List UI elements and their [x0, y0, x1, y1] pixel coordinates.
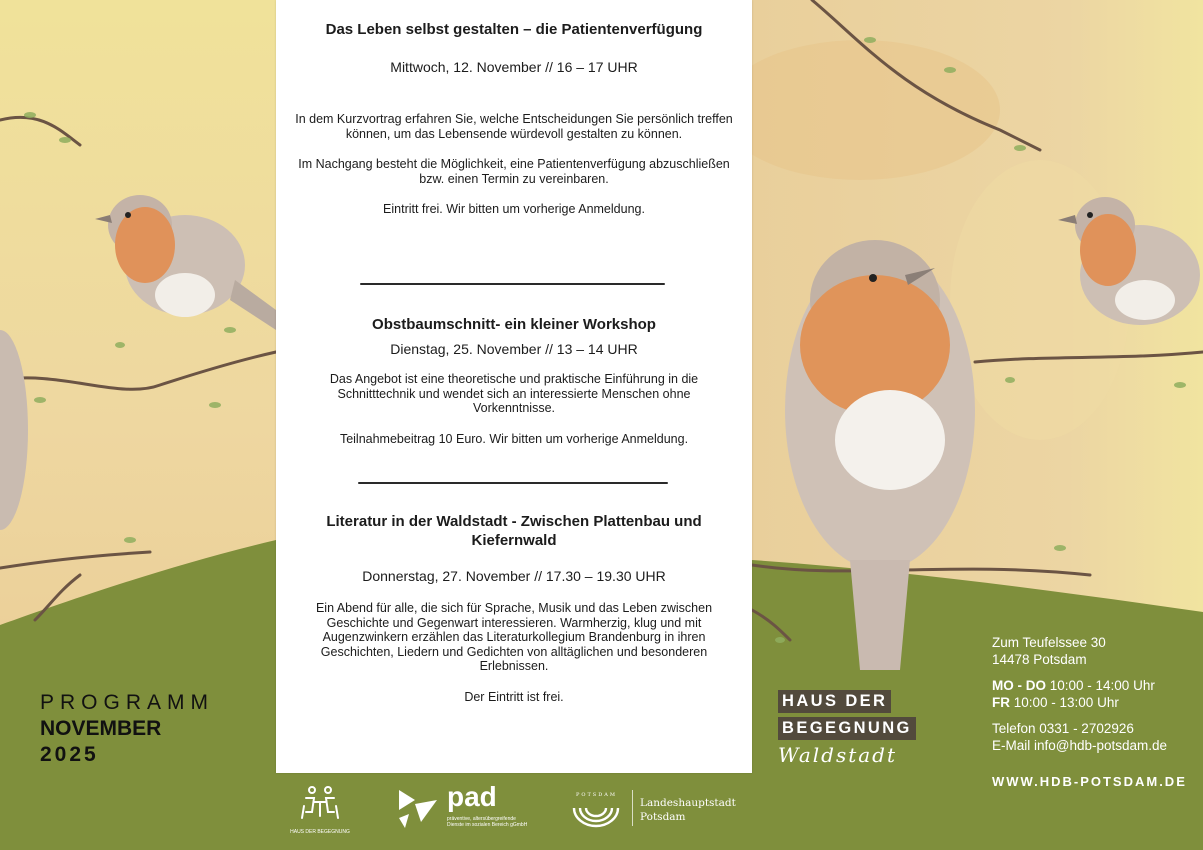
email-address[interactable]: E-Mail info@hdb-potsdam.de: [992, 738, 1168, 753]
event-1-paragraph: In dem Kurzvortrag erfahren Sie, welche Entscheidungen Sie persönlich treffen können, um das Lebensende würdevoll gestalten zu können.: [295, 112, 733, 141]
hdb-logo: [778, 690, 916, 767]
program-month: NOVEMBER: [40, 717, 162, 740]
contact-info: [992, 634, 1187, 790]
divider: [360, 283, 665, 285]
pad-icon: [397, 786, 439, 830]
pad-name: pad: [447, 781, 497, 812]
website-link[interactable]: WWW.HDB-POTSDAM.DE: [992, 774, 1187, 789]
event-2: [276, 315, 752, 446]
event-1: [276, 20, 752, 217]
event-3-date: Donnerstag, 27. November // 17.30 – 19.30 UHR: [362, 568, 666, 584]
program-panel: [276, 0, 752, 773]
logo-line-1: HAUS DER: [778, 690, 891, 713]
event-1-title: Das Leben selbst gestalten – die Patientenverfügung: [325, 21, 703, 38]
event-1-date: Mittwoch, 12. November // 16 – 17 UHR: [390, 59, 638, 75]
hdb-small-text: HAUS DER BEGEGNUNG: [290, 829, 350, 835]
potsdam-text: [640, 796, 736, 824]
event-3-paragraph: Ein Abend für alle, die sich für Sprache, Musik und das Leben zwischen Geschichte und Gegenwart interessieren. Warmherzig, klug und mit Augenzwinkern erzählen das Literaturkollegium Brandenburg in ihren Geschichten, Liedern und Gedichten von alltäglichen und besonderen Erlebnissen.: [315, 601, 713, 673]
phone-number: Telefon 0331 - 2702926: [992, 721, 1134, 736]
event-3-paragraph: Der Eintritt ist frei.: [464, 689, 564, 704]
potsdam-line-2: Potsdam: [640, 811, 686, 823]
pad-subtitle-1: präventive, altersübergreifende: [447, 816, 516, 822]
logo-script: Waldstadt: [778, 743, 898, 767]
potsdam-seal-text: POTSDAM: [576, 792, 617, 798]
event-2-paragraph: Teilnahmebeitrag 10 Euro. Wir bitten um vorherige Anmeldung.: [339, 431, 689, 446]
event-3: [276, 512, 752, 704]
hours-time: 10:00 - 14:00 Uhr: [1046, 678, 1155, 693]
program-heading: [40, 690, 214, 768]
hdb-small-icon: [298, 784, 342, 824]
event-2-description: [276, 372, 752, 446]
event-2-title: Obstbaumschnitt- ein kleiner Workshop: [372, 316, 656, 333]
program-year: 2025: [40, 743, 99, 766]
event-1-paragraph: Eintritt frei. Wir bitten um vorherige Anmeldung.: [383, 202, 645, 216]
address-street: Zum Teufelssee 30: [992, 635, 1106, 650]
potsdam-divider: [632, 790, 633, 826]
hours-days: FR: [992, 695, 1010, 710]
event-3-title: Literatur in der Waldstadt - Zwischen Plattenbau und Kiefernwald: [326, 513, 702, 549]
hours-days: MO - DO: [992, 678, 1046, 693]
address-city: 14478 Potsdam: [992, 652, 1087, 667]
pad-subtitle-2: Dienste im sozialen Bereich gGmbH: [447, 822, 528, 828]
event-1-description: [276, 112, 752, 217]
program-label: PROGRAMM: [40, 691, 214, 714]
potsdam-seal-icon: [570, 794, 622, 830]
logo-line-2: BEGEGNUNG: [778, 717, 916, 740]
event-3-description: [276, 601, 752, 704]
divider: [358, 482, 668, 484]
potsdam-line-1: Landeshauptstadt: [640, 797, 736, 809]
event-2-date: Dienstag, 25. November // 13 – 14 UHR: [390, 341, 638, 357]
opening-hours-2: [992, 694, 1187, 711]
event-2-paragraph: Das Angebot ist eine theoretische und praktische Einführung in die Schnitttechnik und wendet sich an interessierte Menschen ohne Vorkenntnisse.: [329, 372, 699, 415]
hours-time: 10:00 - 13:00 Uhr: [1010, 695, 1119, 710]
hdb-small-logo: [290, 784, 350, 835]
opening-hours-1: [992, 677, 1187, 694]
event-1-paragraph: Im Nachgang besteht die Möglichkeit, eine Patientenverfügung abzuschließen bzw. einen Termin zu vereinbaren.: [298, 157, 730, 186]
